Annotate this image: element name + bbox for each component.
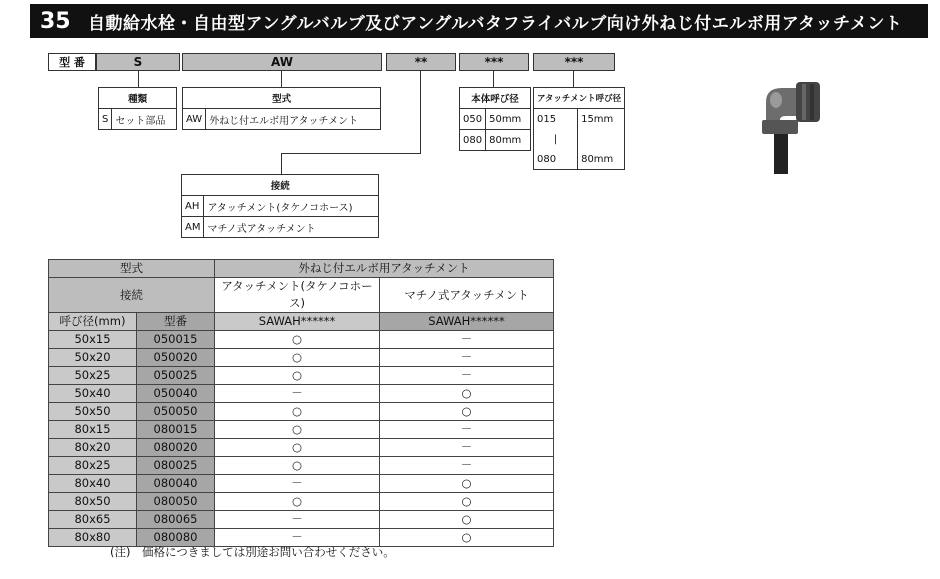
availability-machino: － bbox=[380, 367, 554, 385]
table-row bbox=[49, 367, 554, 385]
code-label: 型 番 bbox=[48, 53, 96, 71]
availability-machino: ○ bbox=[380, 529, 554, 547]
availability-machino: ○ bbox=[380, 511, 554, 529]
size-cell: 80x65 bbox=[49, 511, 137, 529]
availability-machino: － bbox=[380, 331, 554, 349]
availability-machino: － bbox=[380, 439, 554, 457]
legend-connection bbox=[181, 174, 379, 238]
size-cell: 50x25 bbox=[49, 367, 137, 385]
legend-conn-text: マチノ式アタッチメント bbox=[204, 217, 379, 238]
code-cell: 080080 bbox=[137, 529, 215, 547]
code-cell: 050015 bbox=[137, 331, 215, 349]
col-header-size: 呼び径(mm) bbox=[49, 313, 137, 331]
legend-conn-header: 接続 bbox=[182, 175, 379, 196]
model-code-machino: SAWAH****** bbox=[380, 313, 554, 331]
title-bar bbox=[30, 4, 928, 38]
availability-attachment: － bbox=[215, 511, 380, 529]
legend-attach-header: アタッチメント呼び径 bbox=[534, 88, 625, 109]
size-cell: 50x15 bbox=[49, 331, 137, 349]
availability-attachment: ○ bbox=[215, 349, 380, 367]
legend-attach-code: 015 bbox=[534, 109, 578, 130]
table-row bbox=[49, 439, 554, 457]
legend-body-size bbox=[459, 87, 531, 151]
size-cell: 80x20 bbox=[49, 439, 137, 457]
model-code-attachment: SAWAH****** bbox=[215, 313, 380, 331]
code-cell: 080020 bbox=[137, 439, 215, 457]
legend-type-text: セット部品 bbox=[112, 109, 177, 130]
legend-attach-size bbox=[533, 87, 625, 170]
availability-attachment: ○ bbox=[215, 403, 380, 421]
availability-attachment: ○ bbox=[215, 493, 380, 511]
legend-body-header: 本体呼び径 bbox=[460, 88, 531, 109]
size-cell: 80x15 bbox=[49, 421, 137, 439]
availability-machino: ○ bbox=[380, 475, 554, 493]
legend-conn-code: AH bbox=[182, 196, 204, 217]
size-cell: 80x25 bbox=[49, 457, 137, 475]
legend-attach-code: 080 bbox=[534, 149, 578, 170]
code-cell: 080015 bbox=[137, 421, 215, 439]
code-body-size: *** bbox=[459, 53, 529, 71]
availability-machino: ○ bbox=[380, 385, 554, 403]
legend-body-code: 080 bbox=[460, 130, 486, 151]
legend-attach-text: 15mm bbox=[578, 109, 625, 130]
table-row bbox=[49, 349, 554, 367]
availability-attachment: ○ bbox=[215, 421, 380, 439]
legend-conn-text: アタッチメント(タケノコホース) bbox=[204, 196, 379, 217]
page-title: 自動給水栓・自由型アングルバルブ及びアングルバタフライバルブ向け外ねじ付エルボ用アタッチメント bbox=[88, 13, 903, 34]
spec-table bbox=[48, 259, 554, 547]
legend-body-code: 050 bbox=[460, 109, 486, 130]
legend-type-header: 種類 bbox=[99, 88, 177, 109]
legend-model-text: 外ねじ付エルボ用アタッチメント bbox=[206, 109, 381, 130]
legend-type bbox=[98, 87, 177, 130]
size-cell: 80x80 bbox=[49, 529, 137, 547]
size-cell: 80x50 bbox=[49, 493, 137, 511]
table-row bbox=[49, 475, 554, 493]
footnote: (注) 価格につきましては別途お問い合わせください。 bbox=[110, 545, 395, 559]
legend-model bbox=[182, 87, 381, 130]
size-cell: 50x50 bbox=[49, 403, 137, 421]
code-cell: 050040 bbox=[137, 385, 215, 403]
legend-type-code: S bbox=[99, 109, 112, 130]
code-cell: 050050 bbox=[137, 403, 215, 421]
availability-machino: ○ bbox=[380, 403, 554, 421]
code-connection: ** bbox=[386, 53, 456, 71]
legend-attach-text: 80mm bbox=[578, 149, 625, 170]
code-cell: 080025 bbox=[137, 457, 215, 475]
table-row bbox=[49, 421, 554, 439]
row-label-connection: 接続 bbox=[49, 278, 215, 313]
legend-model-header: 型式 bbox=[183, 88, 381, 109]
legend-body-text: 50mm bbox=[486, 109, 531, 130]
availability-machino: － bbox=[380, 349, 554, 367]
code-cell: 080050 bbox=[137, 493, 215, 511]
col-header-machino: マチノ式アタッチメント bbox=[380, 278, 554, 313]
availability-attachment: ○ bbox=[215, 331, 380, 349]
availability-attachment: － bbox=[215, 475, 380, 493]
size-cell: 80x40 bbox=[49, 475, 137, 493]
code-attach-size: *** bbox=[533, 53, 615, 71]
code-cell: 050025 bbox=[137, 367, 215, 385]
col-header-attachment: アタッチメント(タケノコホース) bbox=[215, 278, 380, 313]
size-cell: 50x20 bbox=[49, 349, 137, 367]
table-row bbox=[49, 331, 554, 349]
table-row bbox=[49, 493, 554, 511]
code-aw: AW bbox=[182, 53, 382, 71]
availability-machino: ○ bbox=[380, 493, 554, 511]
section-number: 35 bbox=[40, 8, 71, 34]
legend-attach-text bbox=[578, 129, 625, 149]
code-s: S bbox=[96, 53, 180, 71]
availability-attachment: ○ bbox=[215, 439, 380, 457]
model-value: 外ねじ付エルボ用アタッチメント bbox=[215, 260, 554, 278]
code-cell: 080065 bbox=[137, 511, 215, 529]
code-cell: 050020 bbox=[137, 349, 215, 367]
elbow-fitting-image bbox=[752, 76, 832, 176]
availability-machino: － bbox=[380, 457, 554, 475]
table-row bbox=[49, 385, 554, 403]
table-row bbox=[49, 457, 554, 475]
availability-attachment: － bbox=[215, 385, 380, 403]
availability-attachment: ○ bbox=[215, 457, 380, 475]
col-header-code: 型番 bbox=[137, 313, 215, 331]
availability-attachment: － bbox=[215, 529, 380, 547]
code-cell: 080040 bbox=[137, 475, 215, 493]
table-row bbox=[49, 403, 554, 421]
legend-conn-code: AM bbox=[182, 217, 204, 238]
table-row bbox=[49, 511, 554, 529]
size-cell: 50x40 bbox=[49, 385, 137, 403]
availability-attachment: ○ bbox=[215, 367, 380, 385]
legend-model-code: AW bbox=[183, 109, 206, 130]
legend-body-text: 80mm bbox=[486, 130, 531, 151]
legend-attach-code: | bbox=[534, 129, 578, 149]
availability-machino: － bbox=[380, 421, 554, 439]
row-label-model: 型式 bbox=[49, 260, 215, 278]
